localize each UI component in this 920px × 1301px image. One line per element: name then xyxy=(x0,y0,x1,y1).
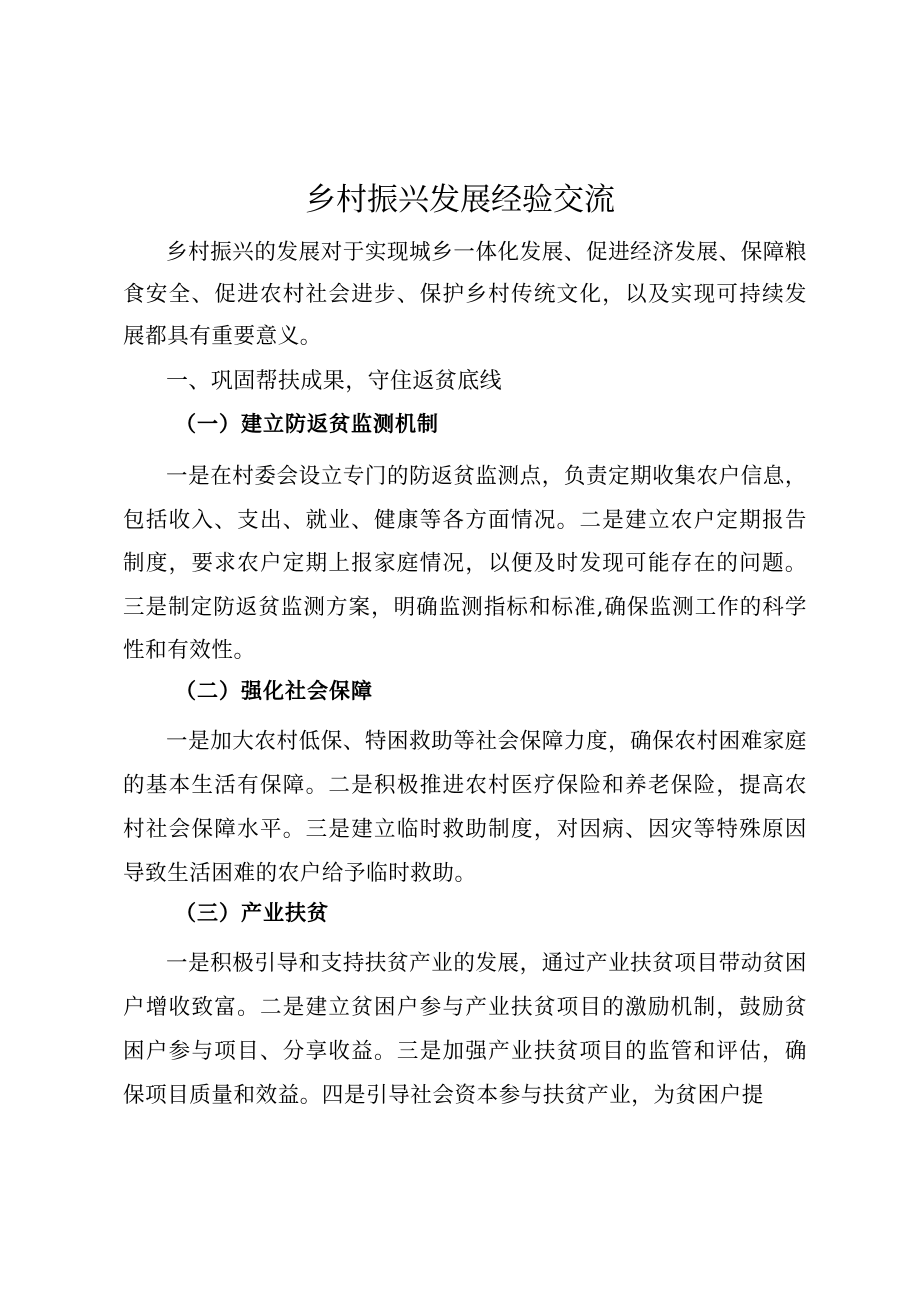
subsection-3-paragraph: 一是积极引导和支持扶贫产业的发展，通过产业扶贫项目带动贫困户增收致富。二是建立贫困户参与产业扶贫项目的激励机制，鼓励贫困户参与项目、分享收益。三是加强产业扶贫项目的监管和评估，确保项目质量和效益。四是引导社会资本参与扶贫产业，为贫困户提 xyxy=(123,951,807,1108)
subsection-2-heading: （二）强化社会保障 xyxy=(175,679,373,703)
intro-paragraph: 乡村振兴的发展对于实现城乡一体化发展、促进经济发展、保障粮食安全、促进农村社会进步、保护乡村传统文化，以及实现可持续发展都具有重要意义。 xyxy=(123,240,807,349)
section-1-heading: 一、巩固帮扶成果，守住返贫底线 xyxy=(166,369,503,394)
subsection-2-paragraph: 一是加大农村低保、特困救助等社会保障力度，确保农村困难家庭的基本生活有保障。二是积极推进农村医疗保险和养老保险，提高农村社会保障水平。三是建立临时救助制度，对因病、因灾等特殊原因导致生活困难的农户给予临时救助。 xyxy=(123,729,807,886)
subsection-3-heading: （三）产业扶贫 xyxy=(175,901,329,925)
document-title: 乡村振兴发展经验交流 xyxy=(305,182,615,218)
subsection-1-paragraph: 一是在村委会设立专门的防返贫监测点，负责定期收集农户信息，包括收入、支出、就业、健康等各方面情况。二是建立农户定期报告制度，要求农户定期上报家庭情况，以便及时发现可能存在的问题。三是制定防返贫监测方案，明确监测指标和标准,确保监测工作的科学性和有效性。 xyxy=(123,464,807,663)
subsection-1-heading: （一）建立防返贫监测机制 xyxy=(175,412,439,436)
